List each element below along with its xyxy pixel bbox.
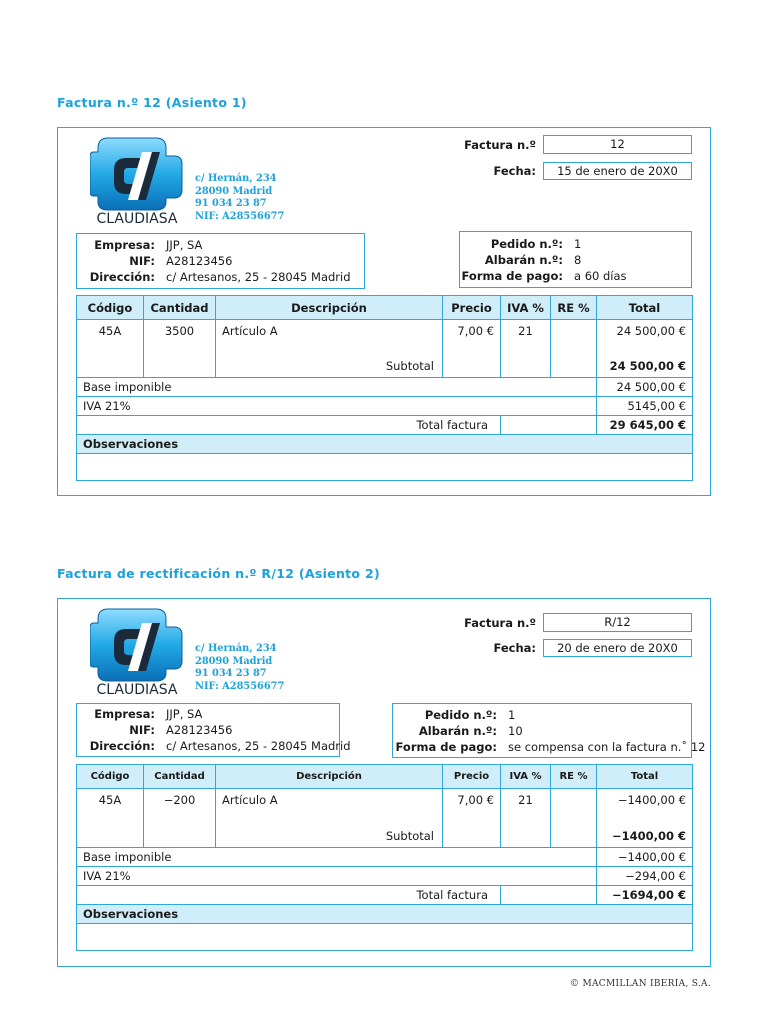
line-total: −1400,00 € xyxy=(617,793,686,807)
iva-label: IVA 21% xyxy=(77,397,597,416)
order-key: Albarán n.º: xyxy=(484,253,563,267)
date-label: Fecha: xyxy=(493,641,536,655)
observations-field xyxy=(77,454,693,481)
order-value: 8 xyxy=(574,253,582,267)
client-key: Dirección: xyxy=(89,270,155,284)
order-value: 1 xyxy=(508,708,516,722)
order-value: 1 xyxy=(574,237,582,251)
col-header: Código xyxy=(77,296,144,320)
col-header: RE % xyxy=(551,296,597,320)
copyright: © MACMILLAN IBERIA, S.A. xyxy=(570,979,711,989)
cell-cantidad: −200 xyxy=(144,789,216,848)
order-key: Forma de pago: xyxy=(395,740,497,754)
order-key: Pedido n.º: xyxy=(490,237,563,251)
cell-re xyxy=(551,320,597,378)
subtotal-value: −1400,00 € xyxy=(611,829,686,843)
col-header: Descripción xyxy=(216,765,443,789)
section-title: Factura de rectificación n.º R/12 (Asiento 2) xyxy=(57,566,380,581)
client-key: Empresa: xyxy=(94,707,155,721)
table-row xyxy=(77,789,693,848)
client-value: c/ Artesanos, 25 - 28045 Madrid xyxy=(166,270,351,284)
cell-precio: 7,00 € xyxy=(443,789,501,848)
subtotal-label: Subtotal xyxy=(385,829,434,843)
total-label: Total factura xyxy=(77,886,501,905)
cell-total xyxy=(597,320,693,378)
invoice-date: 15 de enero de 20X0 xyxy=(543,162,692,180)
base-value: 24 500,00 € xyxy=(597,378,693,397)
cell-total xyxy=(597,789,693,848)
order-key: Forma de pago: xyxy=(461,269,563,283)
cell-descripcion xyxy=(216,789,443,848)
invoice-card xyxy=(57,598,711,967)
invoice-table xyxy=(76,295,693,481)
company-logo xyxy=(90,134,184,226)
invoice-date: 20 de enero de 20X0 xyxy=(543,639,692,657)
cell-descripcion xyxy=(216,320,443,378)
section-title: Factura n.º 12 (Asiento 1) xyxy=(57,95,247,110)
invoice-number-label: Factura n.º xyxy=(464,138,536,152)
order-value: a 60 días xyxy=(574,269,627,283)
client-value: A28123456 xyxy=(166,254,233,268)
item-description: Artículo A xyxy=(222,793,278,807)
invoice-number-label: Factura n.º xyxy=(464,616,536,630)
cell-iva: 21 xyxy=(501,320,551,378)
order-value: 10 xyxy=(508,724,523,738)
svg-text:CLAUDIASA: CLAUDIASA xyxy=(96,211,178,226)
cell-cantidad: 3500 xyxy=(144,320,216,378)
cell-precio: 7,00 € xyxy=(443,320,501,378)
cell-codigo: 45A xyxy=(77,789,144,848)
observations-label: Observaciones xyxy=(77,905,693,924)
iva-value: −294,00 € xyxy=(597,867,693,886)
col-header: Descripción xyxy=(216,296,443,320)
client-box xyxy=(76,703,351,757)
invoice-number: 12 xyxy=(543,135,692,154)
col-header: Cantidad xyxy=(144,296,216,320)
total-value: 29 645,00 € xyxy=(597,416,693,435)
order-key: Albarán n.º: xyxy=(418,724,497,738)
client-key: Empresa: xyxy=(94,238,155,252)
invoice-table xyxy=(76,764,693,951)
subtotal-label: Subtotal xyxy=(385,359,434,373)
col-header: Total xyxy=(597,296,693,320)
company-logo xyxy=(90,605,184,697)
observations-field xyxy=(77,924,693,951)
col-header: Total xyxy=(597,765,693,789)
cell-re xyxy=(551,789,597,848)
cell-iva: 21 xyxy=(501,789,551,848)
col-header: IVA % xyxy=(501,296,551,320)
client-value: JJP, SA xyxy=(166,707,203,721)
col-header: RE % xyxy=(551,765,597,789)
base-value: −1400,00 € xyxy=(597,848,693,867)
order-value: se compensa con la factura n.˚ 12 xyxy=(508,740,706,754)
client-key: Dirección: xyxy=(89,739,155,753)
col-header: IVA % xyxy=(501,765,551,789)
observations-label: Observaciones xyxy=(77,435,693,454)
order-box xyxy=(392,703,706,758)
total-label: Total factura xyxy=(77,416,501,435)
order-box xyxy=(459,231,692,288)
col-header: Precio xyxy=(443,296,501,320)
cell-codigo: 45A xyxy=(77,320,144,378)
client-value: c/ Artesanos, 25 - 28045 Madrid xyxy=(166,739,351,753)
table-row xyxy=(77,320,693,378)
client-key: NIF: xyxy=(129,254,155,268)
client-value: JJP, SA xyxy=(166,238,203,252)
client-value: A28123456 xyxy=(166,723,233,737)
base-label: Base imponible xyxy=(77,378,597,397)
total-value: −1694,00 € xyxy=(597,886,693,905)
col-header: Cantidad xyxy=(144,765,216,789)
invoice-number: R/12 xyxy=(543,613,692,632)
company-address: c/ Hernán, 234 28090 Madrid 91 034 23 87 NIF: A28556677 xyxy=(195,643,285,693)
line-total: 24 500,00 € xyxy=(616,324,686,338)
iva-value: 5145,00 € xyxy=(597,397,693,416)
col-header: Precio xyxy=(443,765,501,789)
item-description: Artículo A xyxy=(222,324,278,338)
base-label: Base imponible xyxy=(77,848,597,867)
company-address: c/ Hernán, 234 28090 Madrid 91 034 23 87 NIF: A28556677 xyxy=(195,173,285,223)
client-key: NIF: xyxy=(129,723,155,737)
order-key: Pedido n.º: xyxy=(424,708,497,722)
col-header: Código xyxy=(77,765,144,789)
iva-label: IVA 21% xyxy=(77,867,597,886)
date-label: Fecha: xyxy=(493,164,536,178)
svg-text:CLAUDIASA: CLAUDIASA xyxy=(96,682,178,697)
subtotal-value: 24 500,00 € xyxy=(609,359,686,373)
invoice-card xyxy=(57,127,711,496)
client-box xyxy=(76,233,365,289)
